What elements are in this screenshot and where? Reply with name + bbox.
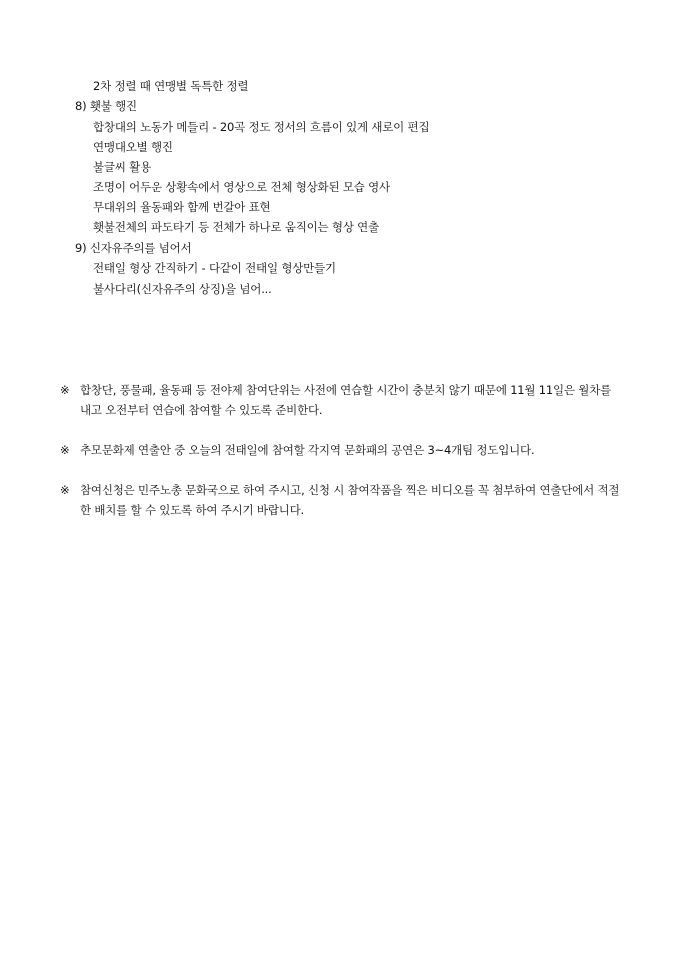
note-text: 합창단, 풍물패, 율동패 등 전야제 참여단위는 사전에 연습할 시간이 충분치 않기 때문에 11월 11일은 월차를 내고 오전부터 연습에 참여할 수 있도록 준비한다.: [80, 383, 612, 417]
note-text: 추모문화제 연출안 중 오늘의 전태일에 참여할 각지역 문화패의 공연은 3~4개팀 정도입니다.: [80, 443, 535, 457]
section-8-item: 조명이 어두운 상황속에서 영상으로 전체 형상화된 모습 영사: [93, 180, 390, 194]
reference-mark: ※: [60, 483, 70, 497]
section-8-item: 불글씨 활용: [93, 160, 151, 174]
outline-line-alignment: 2차 정렬 때 연맹별 독특한 정렬: [93, 79, 249, 93]
note-application: [60, 480, 620, 520]
section-9-item: 전태일 형상 간직하기 - 다같이 전태일 형상만들기: [93, 261, 336, 275]
section-8-item: 연맹대오별 행진: [93, 140, 173, 154]
reference-mark: ※: [60, 383, 70, 397]
note-rehearsal: [60, 380, 620, 420]
section-9-title: 9) 신자유주의를 넘어서: [75, 241, 192, 255]
section-8-item: 무대위의 율동패와 함께 번갈아 표현: [93, 200, 271, 214]
note-performance-count: [60, 440, 620, 460]
reference-mark: ※: [60, 443, 70, 457]
section-8-item: 합창대의 노동가 메들리 - 20곡 정도 정서의 흐름이 있게 새로이 편집: [93, 120, 430, 134]
section-8-item: 횃불전체의 파도타기 등 전체가 하나로 움직이는 형상 연출: [93, 220, 380, 234]
note-text: 참여신청은 민주노총 문화국으로 하여 주시고, 신청 시 참여작품을 찍은 비디오를 꼭 첨부하여 연출단에서 적절한 배치를 할 수 있도록 하여 주시기 바랍니다.: [80, 483, 620, 517]
section-9-item: 불사다리(신자유주의 상징)을 넘어...: [93, 282, 272, 296]
section-8-title: 8) 횃불 행진: [75, 99, 137, 113]
